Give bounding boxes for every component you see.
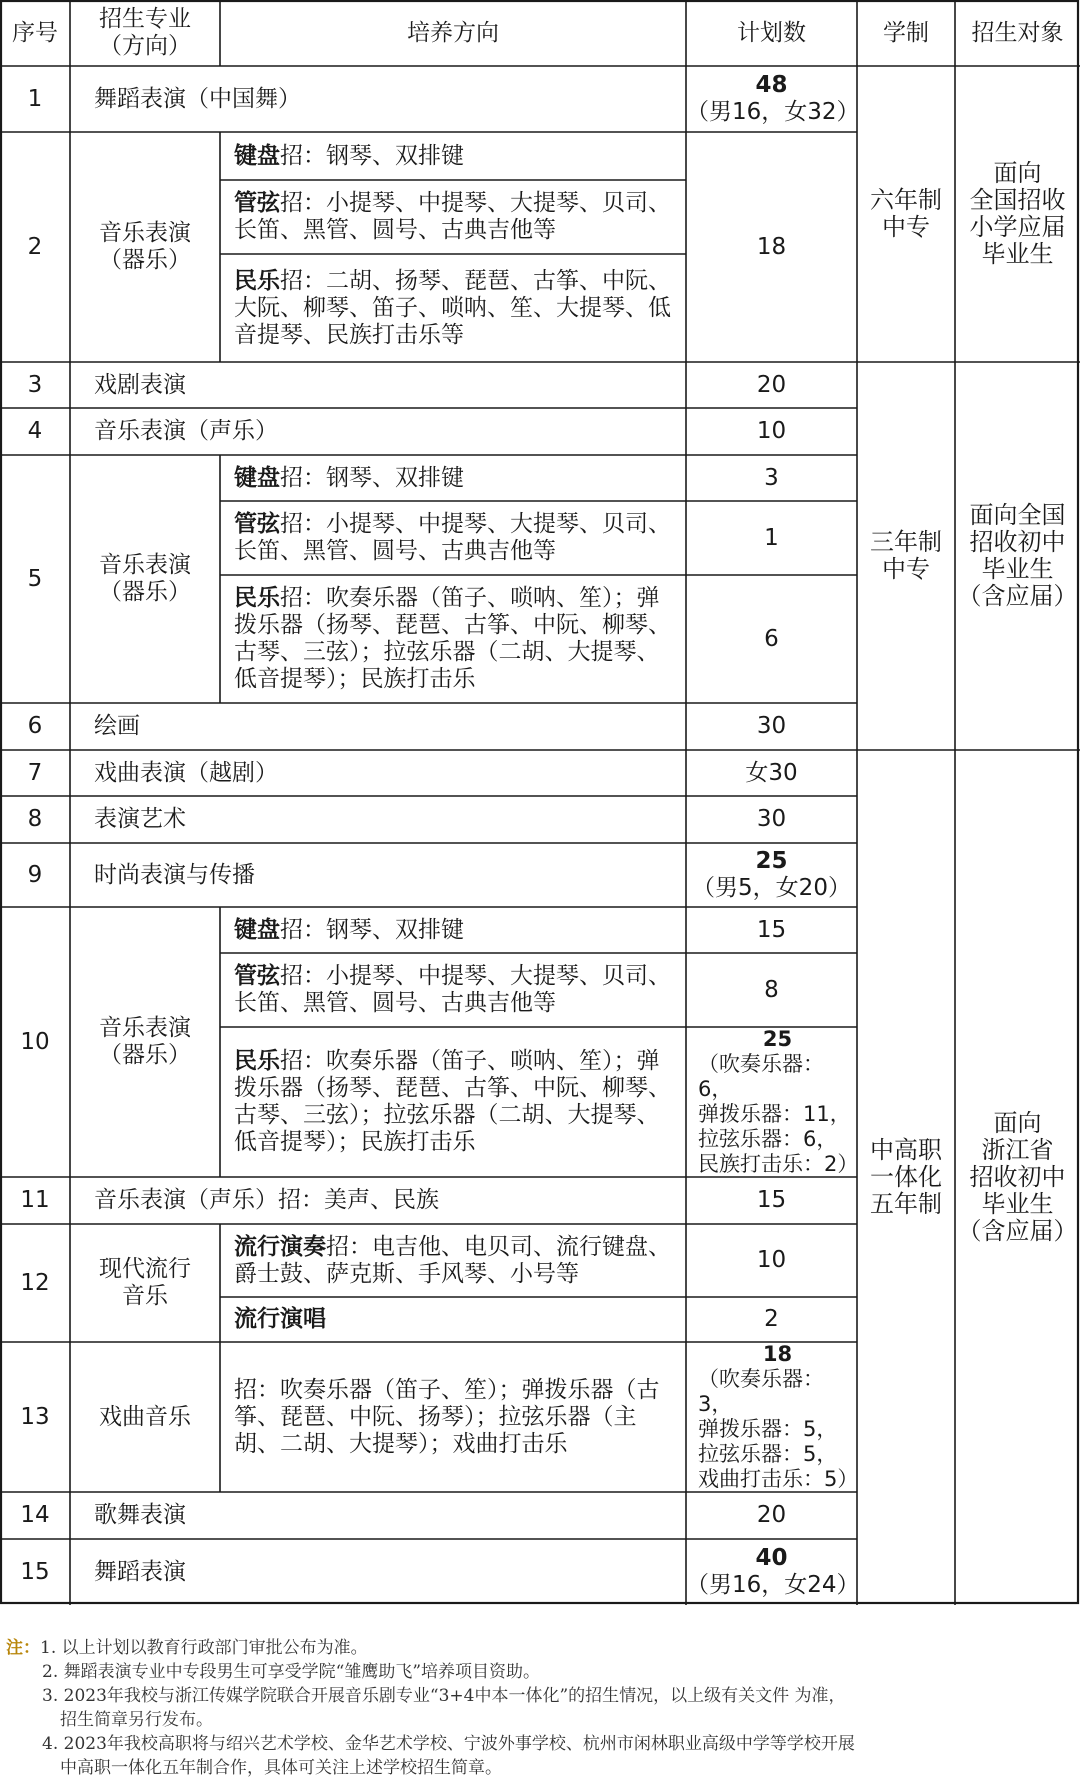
row5-plan-keyboard: 3 [764, 464, 779, 491]
row12-major-line2: 音乐 [122, 1283, 168, 1309]
row10-major [70, 907, 220, 1177]
system-six-year-line2: 中专 [882, 213, 930, 241]
row5-major-line2: （器乐） [99, 579, 191, 605]
target-national-junior-line1: 面向全国 [969, 501, 1066, 529]
row10-dir-folk-text: 招：吹奏乐器（笛子、唢呐、笙）；弹拨乐器（扬琴、琵琶、古筝、中阮、柳琴、古琴、三弦）；拉弦乐器（二胡、大提琴、低音提琴）；民族打击乐 [234, 1048, 671, 1155]
row5-dir-strings [220, 501, 686, 575]
target-primary-line4: 毕业生 [981, 240, 1054, 268]
row8-plan: 30 [756, 806, 787, 832]
row9-plan-total: 25 [755, 848, 788, 874]
row12-dir-pop-play-text: 招：电吉他、电贝司、流行键盘、爵士鼓、萨克斯、手风琴、小号等 [234, 1233, 671, 1287]
row10-plan-folk-line3: 拉弦乐器：6， [698, 1127, 838, 1151]
row13-plan-line1: （吹奏乐器：3， [698, 1367, 824, 1416]
row10-dir-strings-text: 招：小提琴、中提琴、大提琴、贝司、长笛、黑管、圆号、古典吉他等 [234, 963, 671, 1016]
row10-plan-folk-line2: 弹拨乐器：11， [698, 1102, 851, 1126]
row2-dir-keyboard-label: 键盘 [234, 142, 280, 169]
row5-plan-strings: 1 [764, 524, 779, 551]
target-zhejiang-junior-line3: 招收初中 [969, 1163, 1066, 1191]
header-system: 学制 [883, 19, 929, 46]
row5-dir-keyboard-label: 键盘 [234, 464, 280, 491]
row5-major-line1: 音乐表演 [99, 552, 191, 578]
row6-no: 6 [27, 713, 43, 739]
row5-dir-strings-text: 招：小提琴、中提琴、大提琴、贝司、长笛、黑管、圆号、古典吉他等 [234, 511, 671, 564]
row10-plan-folk-line1: （吹奏乐器：6， [698, 1052, 824, 1101]
row5-major [70, 455, 220, 703]
row4-plan: 10 [756, 418, 787, 444]
row8-major: 表演艺术 [94, 806, 186, 832]
row5-plan-folk: 6 [764, 625, 779, 652]
target-primary-line1: 面向 [993, 159, 1042, 187]
row5-dir-strings-label: 管弦 [234, 511, 280, 537]
row14-major: 歌舞表演 [94, 1502, 186, 1528]
target-national-junior [955, 362, 1080, 750]
target-zhejiang-junior-line4: 毕业生 [981, 1190, 1054, 1218]
row2-major [70, 132, 220, 362]
header-major [70, 0, 220, 66]
header-no: 序号 [12, 19, 58, 46]
row4-major: 音乐表演（声乐） [94, 418, 278, 444]
row13-plan-line3: 拉弦乐器：5， [698, 1442, 838, 1466]
row15-no: 15 [20, 1558, 50, 1585]
row5-dir-folk [220, 575, 686, 703]
row2-dir-strings-label: 管弦 [234, 190, 280, 216]
row9-plan [686, 843, 857, 907]
row9-major: 时尚表演与传播 [94, 861, 255, 888]
row13-plan-line2: 弹拨乐器：5， [698, 1417, 838, 1441]
target-primary-line2: 全国招收 [969, 186, 1066, 214]
target-zhejiang-junior-line5: （含应届） [957, 1217, 1078, 1245]
row10-major-line2: （器乐） [99, 1042, 191, 1068]
system-three-year-line1: 三年制 [870, 528, 942, 556]
note-3-line2: 招生简章另行发布。 [60, 1710, 213, 1730]
row3-plan: 20 [756, 371, 787, 398]
row2-dir-folk-label: 民乐 [234, 267, 280, 294]
row5-dir-keyboard [220, 455, 686, 501]
row13-plan-total: 18 [762, 1342, 793, 1366]
target-national-junior-line3: 毕业生 [981, 555, 1054, 583]
row12-no: 12 [20, 1269, 50, 1296]
row1-no: 1 [27, 85, 43, 112]
row10-dir-keyboard [220, 907, 686, 953]
row12-dir-pop-play-label: 流行演奏 [234, 1233, 326, 1260]
header-plan: 计划数 [737, 19, 806, 46]
target-zhejiang-junior [955, 750, 1080, 1605]
header-direction: 培养方向 [407, 19, 499, 46]
row13-no: 13 [20, 1403, 50, 1430]
row11-no: 11 [20, 1187, 50, 1213]
row10-dir-strings [220, 953, 686, 1027]
row10-dir-strings-label: 管弦 [234, 963, 280, 989]
note-4-line2: 中高职一体化五年制合作，具体可关注上述学校招生简章。 [60, 1758, 502, 1778]
row10-plan-keyboard: 15 [756, 916, 787, 943]
header-target: 招生对象 [971, 19, 1064, 46]
row1-plan [686, 66, 860, 132]
notes-label: 注： [6, 1638, 40, 1658]
target-primary-line3: 小学应届 [969, 213, 1066, 241]
row2-dir-keyboard [220, 132, 686, 180]
header-major-line2: （方向） [99, 33, 191, 59]
system-six-year [857, 66, 955, 362]
row14-plan: 20 [756, 1502, 787, 1528]
row7-no: 7 [27, 759, 43, 786]
row5-dir-folk-text: 招：吹奏乐器（笛子、唢呐、笙）；弹拨乐器（扬琴、琵琶、古筝、中阮、柳琴、古琴、三弦）；拉弦乐器（二胡、大提琴、低音提琴）；民族打击乐 [234, 585, 671, 692]
row7-major: 戏曲表演（越剧） [94, 759, 278, 786]
row11-major: 音乐表演（声乐）招：美声、民族 [94, 1187, 439, 1213]
row14-no: 14 [20, 1502, 50, 1528]
target-national-junior-line2: 招收初中 [969, 528, 1066, 556]
row2-dir-folk [220, 254, 686, 362]
row9-plan-detail: （男5，女20） [692, 875, 851, 901]
row10-plan-strings: 8 [764, 976, 779, 1003]
row10-dir-folk-label: 民乐 [234, 1048, 280, 1074]
row11-plan: 15 [756, 1187, 787, 1213]
row2-dir-folk-text: 招：二胡、扬琴、琵琶、古筝、中阮、大阮、柳琴、笛子、唢呐、笙、大提琴、低音提琴、民族打击乐等 [234, 267, 671, 348]
row2-no: 2 [27, 233, 43, 260]
row12-dir-pop-sing-label: 流行演唱 [234, 1306, 326, 1332]
note-4-line1: 4. 2023年我校高职将与绍兴艺术学校、金华艺术学校、宁波外事学校、杭州市闲林职业高级中学等学校开展 [42, 1734, 855, 1754]
row2-dir-strings-text: 招：小提琴、中提琴、大提琴、贝司、长笛、黑管、圆号、古典吉他等 [234, 190, 671, 243]
row5-dir-folk-label: 民乐 [234, 585, 280, 611]
row6-major: 绘画 [94, 713, 140, 739]
header-major-line1: 招生专业 [99, 6, 191, 32]
row8-no: 8 [27, 806, 43, 832]
row10-plan-folk-total: 25 [762, 1027, 793, 1051]
row15-plan-total: 40 [755, 1545, 788, 1571]
row12-dir-pop-play [220, 1224, 686, 1297]
row13-plan [686, 1342, 857, 1492]
row12-dir-pop-sing [220, 1297, 686, 1342]
row13-major: 戏曲音乐 [99, 1403, 191, 1430]
row12-major-line1: 现代流行 [99, 1256, 191, 1282]
note-1 [6, 1636, 1076, 1660]
note-2: 2. 舞蹈表演专业中专段男生可享受学院“雏鹰助飞”培养项目资助。 [42, 1662, 541, 1682]
row10-major-line1: 音乐表演 [99, 1015, 191, 1041]
system-five-year [857, 750, 955, 1605]
row2-plan: 18 [756, 233, 787, 260]
system-six-year-line1: 六年制 [870, 186, 942, 214]
system-five-year-line1: 中高职 [870, 1136, 942, 1164]
row10-plan-folk-line4: 民族打击乐：2） [698, 1152, 859, 1176]
row9-no: 9 [27, 861, 43, 888]
row4-no: 4 [27, 418, 43, 444]
row2-dir-strings [220, 180, 686, 254]
target-zhejiang-junior-line1: 面向 [993, 1109, 1042, 1137]
target-zhejiang-junior-line2: 浙江省 [981, 1136, 1054, 1164]
note-3-line1: 3. 2023年我校与浙江传媒学院联合开展音乐剧专业“3+4中本一体化”的招生情况，以上级有关文件 为准， [42, 1686, 846, 1706]
row2-major-line2: （器乐） [99, 247, 191, 273]
row10-dir-folk [220, 1027, 686, 1177]
row12-plan-pop-sing: 2 [764, 1306, 779, 1332]
row2-dir-keyboard-text: 招：钢琴、双排键 [280, 142, 464, 169]
system-three-year [857, 362, 955, 750]
row5-dir-keyboard-text: 招：钢琴、双排键 [280, 464, 464, 491]
row3-no: 3 [27, 371, 43, 398]
row5-no: 5 [27, 565, 43, 592]
row10-plan-folk [686, 1027, 857, 1177]
row2-major-line1: 音乐表演 [99, 220, 191, 246]
target-national-junior-line4: （含应届） [957, 582, 1078, 610]
row7-plan: 女30 [745, 759, 798, 786]
row15-plan [686, 1539, 860, 1605]
row6-plan: 30 [756, 713, 787, 739]
row12-plan-pop-play: 10 [756, 1247, 787, 1273]
row13-plan-line4: 戏曲打击乐：5） [698, 1467, 859, 1491]
row10-dir-keyboard-label: 键盘 [234, 916, 280, 943]
note-1-text: 1. 以上计划以教育行政部门审批公布为准。 [40, 1638, 368, 1658]
row12-major [70, 1224, 220, 1342]
row1-major: 舞蹈表演（中国舞） [94, 85, 301, 112]
row15-plan-detail: （男16，女24） [686, 1572, 860, 1598]
notes [6, 1636, 1076, 1780]
row13-dir-text: 招：吹奏乐器（笛子、笙）；弹拨乐器（古筝、琵琶、中阮、扬琴）；拉弦乐器（主胡、二胡、大提琴）；戏曲打击乐 [234, 1376, 660, 1457]
system-five-year-line2: 一体化 [870, 1163, 942, 1191]
row13-dir [220, 1342, 686, 1492]
target-primary [955, 66, 1080, 362]
system-five-year-line3: 五年制 [870, 1190, 942, 1218]
row10-dir-keyboard-text: 招：钢琴、双排键 [280, 916, 464, 943]
row15-major: 舞蹈表演 [94, 1558, 186, 1585]
row10-no: 10 [20, 1028, 50, 1055]
row1-plan-total: 48 [755, 72, 788, 98]
row1-plan-detail: （男16，女32） [686, 99, 860, 125]
row3-major: 戏剧表演 [94, 371, 186, 398]
system-three-year-line2: 中专 [882, 555, 930, 583]
